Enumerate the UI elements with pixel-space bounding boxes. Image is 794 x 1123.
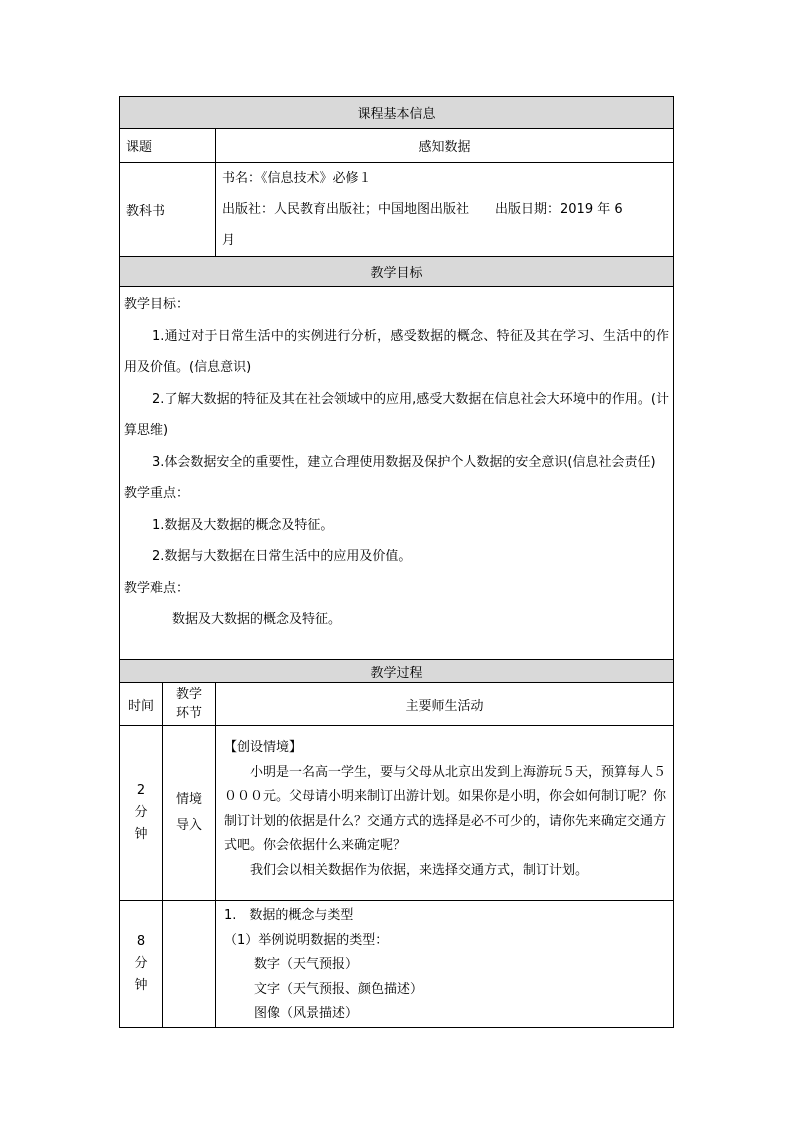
row2-activity bbox=[216, 901, 674, 1028]
key-point-2: 2.数据与大数据在日常生活中的应用及价值。 bbox=[152, 549, 412, 564]
row1-activity bbox=[216, 726, 674, 901]
publisher-line: 出版社：人民教育出版社；中国地图出版社 出版日期：2019 年 6 bbox=[222, 202, 623, 217]
row2-time bbox=[120, 901, 163, 1028]
topic-label: 课题 bbox=[120, 129, 216, 163]
textbook-label: 教科书 bbox=[120, 163, 216, 257]
process-columns-row bbox=[120, 683, 674, 726]
col-stage-line-2: 环节 bbox=[175, 706, 202, 721]
row1-activity-title: 【创设情境】 bbox=[224, 740, 303, 755]
difficult-point-1: 数据及大数据的概念及特征。 bbox=[172, 612, 342, 627]
process-row-concepts bbox=[120, 901, 674, 1028]
col-time: 时间 bbox=[120, 683, 163, 726]
objectives-content bbox=[120, 287, 674, 660]
col-activity: 主要师生活动 bbox=[216, 683, 674, 726]
goal-3: 3.体会数据安全的重要性，建立合理使用数据及保护个人数据的安全意识(信息社会责任) bbox=[152, 454, 656, 470]
book-name: 书名：《信息技术》必修１ bbox=[222, 171, 372, 186]
process-header: 教学过程 bbox=[120, 660, 674, 683]
row1-stage bbox=[163, 726, 216, 901]
row1-time bbox=[120, 726, 163, 901]
textbook-row bbox=[120, 163, 674, 257]
key-point-1: 1.数据及大数据的概念及特征。 bbox=[152, 517, 334, 533]
topic-row bbox=[120, 129, 674, 163]
topic-value: 感知数据 bbox=[216, 129, 674, 163]
row1-time-number: 2 bbox=[136, 783, 146, 798]
course-info-header-row bbox=[120, 97, 674, 129]
row2-item-2: （1）举例说明数据的类型： bbox=[224, 932, 389, 948]
objectives-header: 教学目标 bbox=[120, 257, 674, 287]
row2-stage bbox=[163, 901, 216, 1028]
row1-stage-line-2: 导入 bbox=[175, 818, 202, 833]
lesson-plan-table bbox=[119, 96, 674, 1028]
row1-activity-para-1: 小明是一名高一学生，要与父母从北京出发到上海游玩５天，预算每人５０００元。父母请小明来制订出游计划。如果你是小明，你会如何制订呢？你制订计划的依据是什么？交通方式的选择是必不可少的，请你先来确定交通方式吧。你会依据什么来确定呢？ bbox=[224, 764, 667, 853]
row2-time-unit-1: 分 bbox=[134, 955, 148, 971]
lesson-plan-sheet bbox=[119, 96, 673, 1028]
textbook-details bbox=[216, 163, 674, 257]
goal-2: 2.了解大数据的特征及其在社会领域中的应用,感受大数据在信息社会大环境中的作用。(计算思维) bbox=[124, 391, 670, 438]
row2-item-5: 图像（风景描述） bbox=[254, 1006, 359, 1021]
row2-time-unit-2: 钟 bbox=[134, 977, 148, 993]
goals-title: 教学目标： bbox=[124, 297, 190, 312]
row1-stage-line-1: 情境 bbox=[175, 792, 202, 807]
key-points-title: 教学重点： bbox=[124, 486, 190, 501]
process-row-situation bbox=[120, 726, 674, 901]
course-info-header: 课程基本信息 bbox=[120, 97, 674, 129]
row2-time-number: 8 bbox=[136, 933, 146, 949]
objectives-header-row bbox=[120, 257, 674, 287]
publisher-line-end: 月 bbox=[222, 233, 236, 248]
col-stage-line-1: 教学 bbox=[175, 687, 202, 702]
row1-time-unit-2: 钟 bbox=[134, 827, 148, 842]
row1-time-unit-1: 分 bbox=[134, 805, 148, 820]
row1-activity-para-2: 我们会以相关数据作为依据，来选择交通方式，制订计划。 bbox=[250, 862, 589, 878]
col-stage bbox=[163, 683, 216, 726]
objectives-row bbox=[120, 287, 674, 660]
row2-item-4: 文字（天气预报、颜色描述） bbox=[254, 981, 424, 997]
goal-1: 1.通过对于日常生活中的实例进行分析，感受数据的概念、特征及其在学习、生活中的作用及价值。(信息意识) bbox=[124, 328, 670, 375]
difficult-points-title: 教学难点： bbox=[124, 580, 190, 596]
process-header-row bbox=[120, 660, 674, 683]
row2-item-1: 1. 数据的概念与类型 bbox=[224, 908, 354, 923]
objectives-text bbox=[120, 289, 673, 636]
row2-item-3: 数字（天气预报） bbox=[254, 957, 359, 972]
